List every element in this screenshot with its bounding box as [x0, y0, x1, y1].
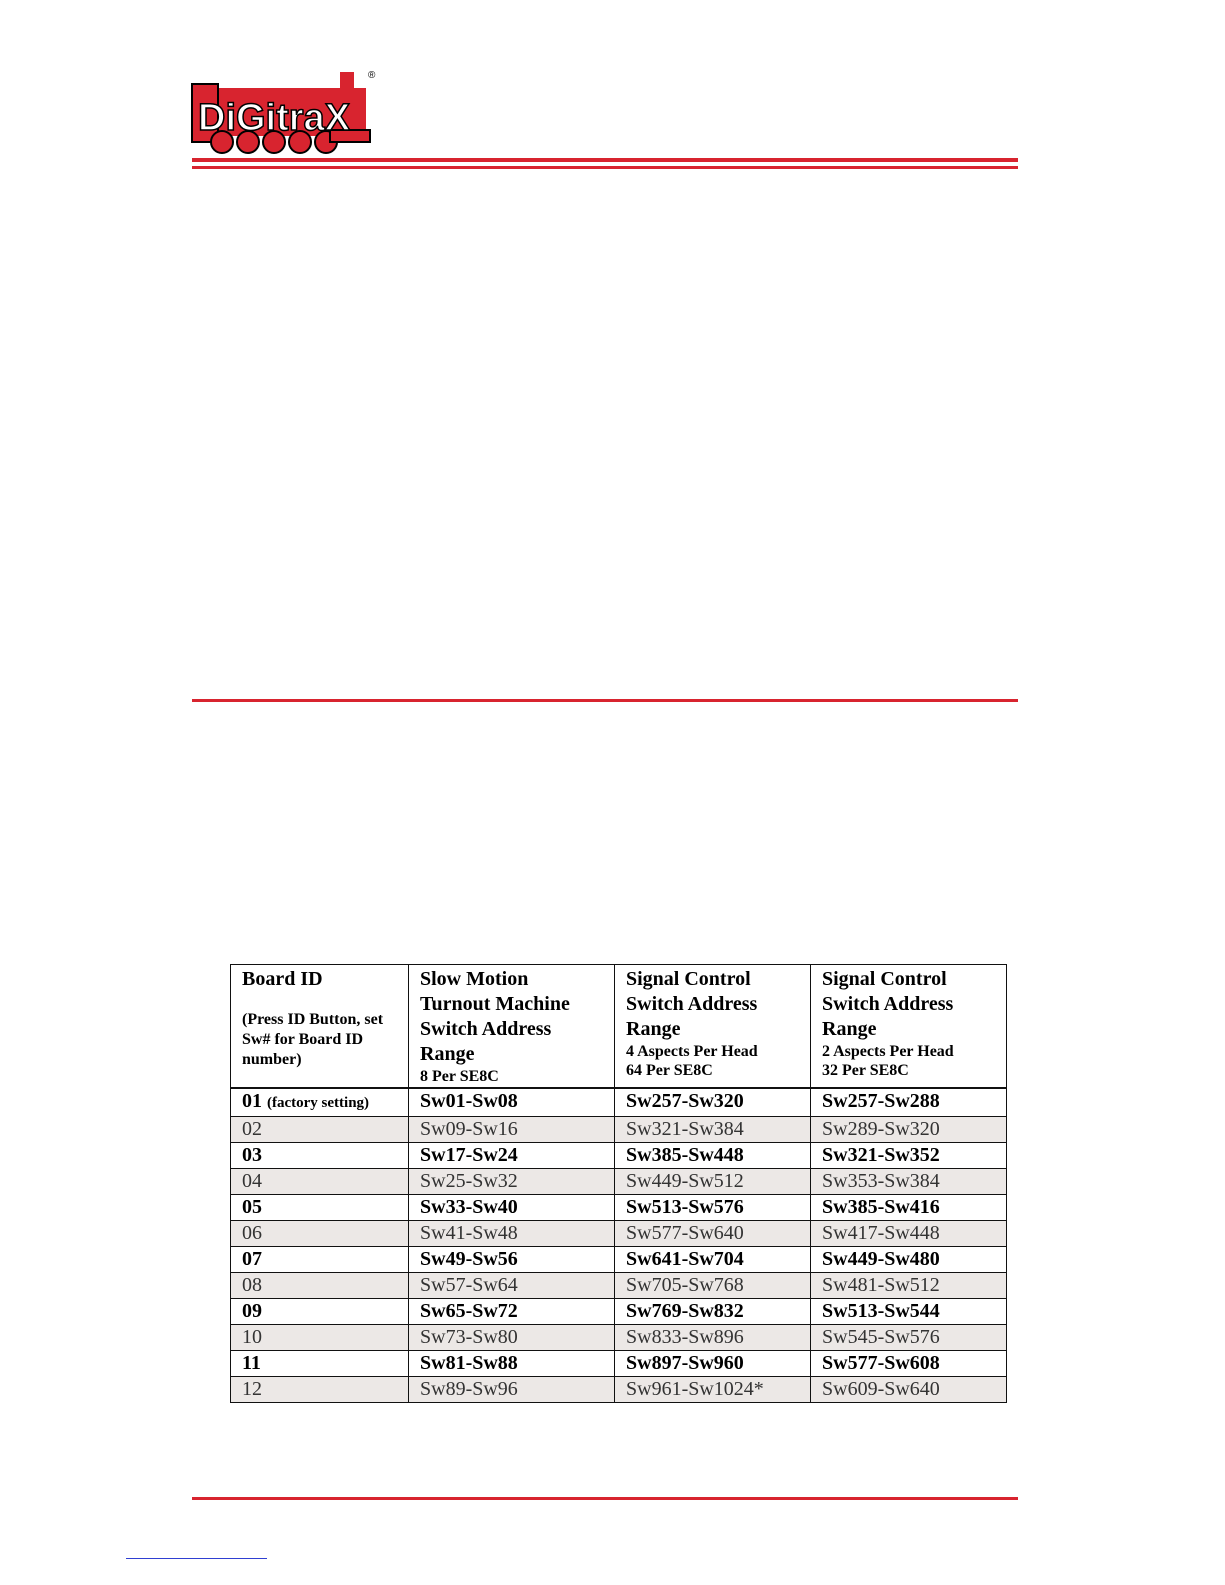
table-row	[231, 1247, 1007, 1273]
board-id-cell: 02	[231, 1117, 409, 1143]
board-id-cell: 04	[231, 1169, 409, 1195]
aspects4-cell: Sw321-Sw384	[615, 1117, 811, 1143]
header-signal-2-aspects	[811, 965, 1007, 1089]
digitrax-logo	[190, 70, 380, 160]
aspects2-cell: Sw449-Sw480	[811, 1247, 1007, 1273]
aspects2-cell: Sw609-Sw640	[811, 1377, 1007, 1403]
table-row	[231, 1169, 1007, 1195]
aspects2-cell: Sw513-Sw544	[811, 1299, 1007, 1325]
slow-motion-cell: Sw81-Sw88	[409, 1351, 615, 1377]
table-row	[231, 1088, 1007, 1117]
aspects4-cell: Sw769-Sw832	[615, 1299, 811, 1325]
board-id-cell: 07	[231, 1247, 409, 1273]
board-id-cell: 10	[231, 1325, 409, 1351]
slow-motion-cell: Sw65-Sw72	[409, 1299, 615, 1325]
slow-motion-cell: Sw25-Sw32	[409, 1169, 615, 1195]
aspects2-cell: Sw545-Sw576	[811, 1325, 1007, 1351]
header-rule-thin	[192, 166, 1018, 169]
footer-link-underline[interactable]	[126, 1558, 267, 1559]
board-id-address-table	[230, 964, 1007, 1403]
logo-mark	[192, 72, 370, 153]
table-header-row	[231, 965, 1007, 1089]
aspects4-cell: Sw577-Sw640	[615, 1221, 811, 1247]
board-id-value: 01	[242, 1090, 262, 1112]
aspects4-cell: Sw257-Sw320	[615, 1088, 811, 1117]
header-signal-2-sub1: 2 Aspects Per Head	[822, 1043, 954, 1060]
table-row	[231, 1117, 1007, 1143]
aspects4-cell: Sw833-Sw896	[615, 1325, 811, 1351]
slow-motion-cell: Sw73-Sw80	[409, 1325, 615, 1351]
header-signal-4-aspects	[615, 965, 811, 1089]
aspects2-cell: Sw353-Sw384	[811, 1169, 1007, 1195]
header-signal-2-title: Signal Control Switch Address Range	[822, 968, 954, 1040]
header-signal-4-sub2: 64 Per SE8C	[626, 1062, 713, 1079]
board-id-cell: 09	[231, 1299, 409, 1325]
table-row	[231, 1325, 1007, 1351]
slow-motion-cell: Sw33-Sw40	[409, 1195, 615, 1221]
aspects4-cell: Sw513-Sw576	[615, 1195, 811, 1221]
aspects2-cell: Sw577-Sw608	[811, 1351, 1007, 1377]
aspects2-cell: Sw289-Sw320	[811, 1117, 1007, 1143]
aspects4-cell: Sw961-Sw1024*	[615, 1377, 811, 1403]
aspects2-cell: Sw481-Sw512	[811, 1273, 1007, 1299]
header-signal-2-sub2: 32 Per SE8C	[822, 1062, 909, 1079]
board-id-cell	[231, 1088, 409, 1117]
board-id-cell: 08	[231, 1273, 409, 1299]
slow-motion-cell: Sw49-Sw56	[409, 1247, 615, 1273]
aspects4-cell: Sw897-Sw960	[615, 1351, 811, 1377]
board-id-cell: 12	[231, 1377, 409, 1403]
board-id-cell: 11	[231, 1351, 409, 1377]
slow-motion-cell: Sw17-Sw24	[409, 1143, 615, 1169]
header-board-id	[231, 965, 409, 1089]
header-board-id-title: Board ID	[242, 968, 323, 990]
aspects4-cell: Sw641-Sw704	[615, 1247, 811, 1273]
table-row	[231, 1377, 1007, 1403]
slow-motion-cell: Sw01-Sw08	[409, 1088, 615, 1117]
table-row	[231, 1299, 1007, 1325]
aspects4-cell: Sw705-Sw768	[615, 1273, 811, 1299]
board-id-cell: 03	[231, 1143, 409, 1169]
table-row	[231, 1221, 1007, 1247]
header-board-id-note: (Press ID Button, set Sw# for Board ID number)	[242, 1011, 384, 1068]
factory-setting-note: (factory setting)	[267, 1095, 370, 1111]
aspects4-cell: Sw385-Sw448	[615, 1143, 811, 1169]
header-slow-motion-title: Slow Motion Turnout Machine Switch Address Range	[420, 968, 570, 1065]
svg-text:DiGitraX: DiGitraX	[198, 97, 351, 139]
section-divider	[192, 699, 1018, 702]
aspects4-cell: Sw449-Sw512	[615, 1169, 811, 1195]
table-row	[231, 1195, 1007, 1221]
table-row	[231, 1273, 1007, 1299]
aspects2-cell: Sw417-Sw448	[811, 1221, 1007, 1247]
slow-motion-cell: Sw09-Sw16	[409, 1117, 615, 1143]
table-row	[231, 1351, 1007, 1377]
registered-mark: ®	[368, 70, 376, 81]
header-signal-4-sub1: 4 Aspects Per Head	[626, 1043, 758, 1060]
header-slow-motion-sub: 8 Per SE8C	[420, 1068, 499, 1085]
slow-motion-cell: Sw41-Sw48	[409, 1221, 615, 1247]
board-id-cell: 06	[231, 1221, 409, 1247]
header-slow-motion	[409, 965, 615, 1089]
slow-motion-cell: Sw89-Sw96	[409, 1377, 615, 1403]
aspects2-cell: Sw321-Sw352	[811, 1143, 1007, 1169]
header-rule-thick	[192, 158, 1018, 162]
aspects2-cell: Sw385-Sw416	[811, 1195, 1007, 1221]
aspects2-cell: Sw257-Sw288	[811, 1088, 1007, 1117]
slow-motion-cell: Sw57-Sw64	[409, 1273, 615, 1299]
footer-rule	[192, 1497, 1018, 1500]
table-row	[231, 1143, 1007, 1169]
header-signal-4-title: Signal Control Switch Address Range	[626, 968, 758, 1040]
board-id-cell: 05	[231, 1195, 409, 1221]
